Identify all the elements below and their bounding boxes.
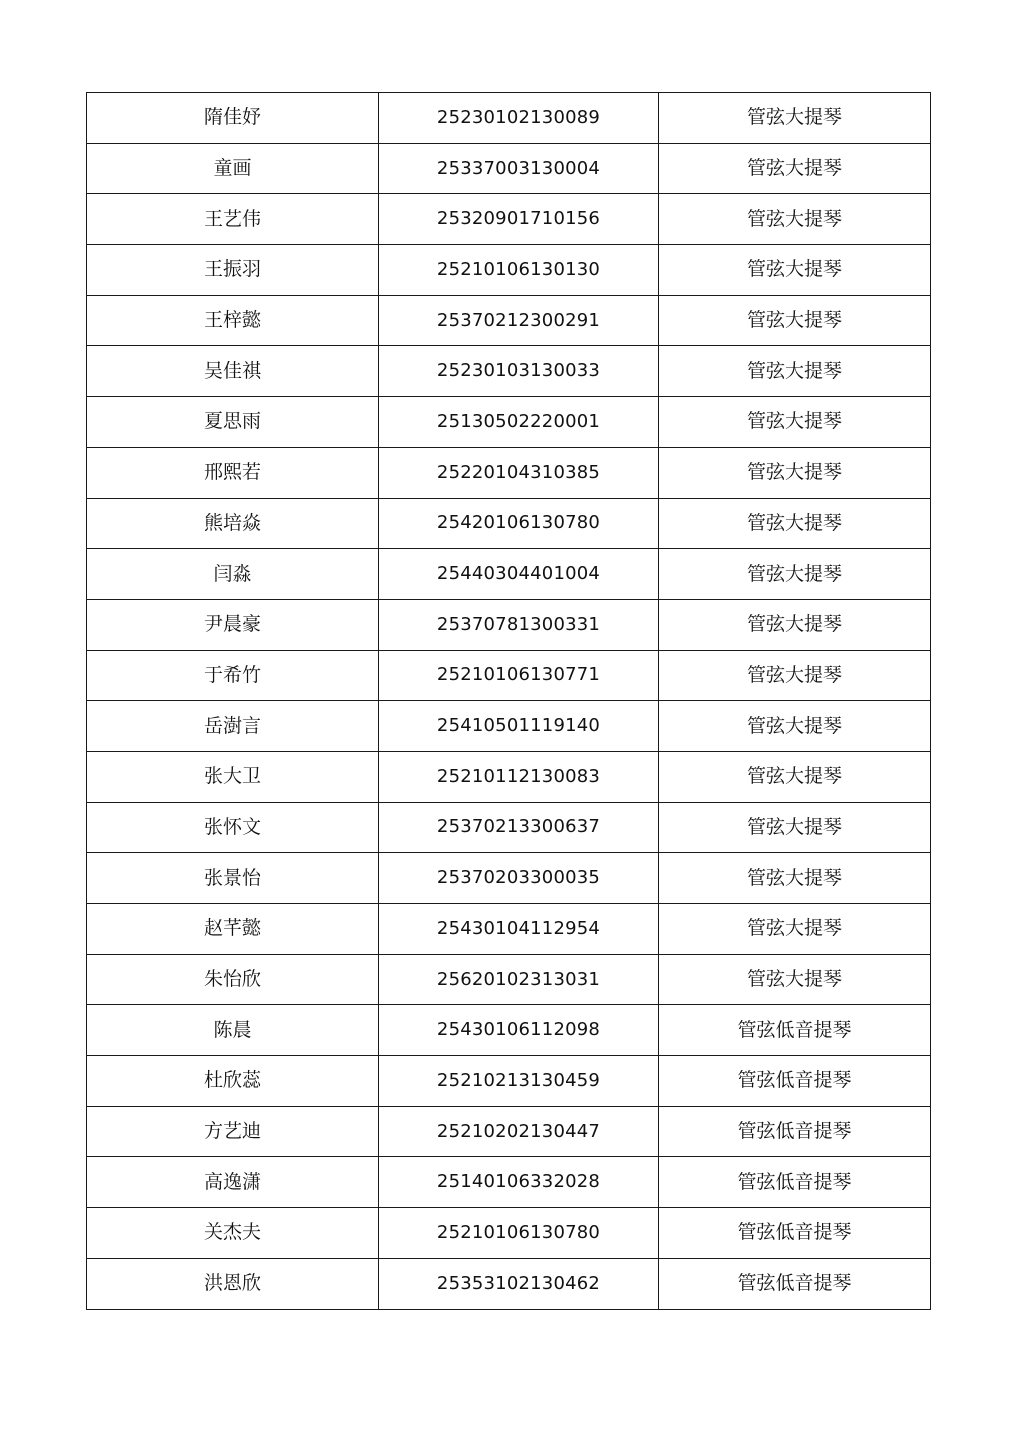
table-row xyxy=(87,1056,931,1107)
student-name-cell: 洪恩欣 xyxy=(87,1258,379,1309)
major-cell: 管弦大提琴 xyxy=(659,751,931,802)
student-id-cell: 25210106130771 xyxy=(379,650,659,701)
major-cell: 管弦低音提琴 xyxy=(659,1005,931,1056)
student-id-cell: 25230103130033 xyxy=(379,346,659,397)
table-row xyxy=(87,1258,931,1309)
table-row xyxy=(87,397,931,448)
major-cell: 管弦低音提琴 xyxy=(659,1056,931,1107)
major-cell: 管弦大提琴 xyxy=(659,194,931,245)
major-cell: 管弦低音提琴 xyxy=(659,1157,931,1208)
major-cell: 管弦大提琴 xyxy=(659,346,931,397)
table-row xyxy=(87,498,931,549)
table-row xyxy=(87,549,931,600)
student-id-cell: 25410501119140 xyxy=(379,701,659,752)
major-cell: 管弦低音提琴 xyxy=(659,1106,931,1157)
student-name-cell: 于希竹 xyxy=(87,650,379,701)
table-row xyxy=(87,1106,931,1157)
student-name-cell: 隋佳妤 xyxy=(87,93,379,144)
student-id-cell: 25370203300035 xyxy=(379,853,659,904)
student-name-cell: 岳澍言 xyxy=(87,701,379,752)
student-id-cell: 25440304401004 xyxy=(379,549,659,600)
table-row xyxy=(87,701,931,752)
student-name-cell: 吴佳祺 xyxy=(87,346,379,397)
student-name-cell: 方艺迪 xyxy=(87,1106,379,1157)
table-row xyxy=(87,1157,931,1208)
student-name-cell: 王振羽 xyxy=(87,245,379,296)
major-cell: 管弦大提琴 xyxy=(659,93,931,144)
student-id-cell: 25210106130780 xyxy=(379,1208,659,1259)
student-id-cell: 25320901710156 xyxy=(379,194,659,245)
student-name-cell: 夏思雨 xyxy=(87,397,379,448)
student-name-cell: 熊培焱 xyxy=(87,498,379,549)
table-row xyxy=(87,1208,931,1259)
student-id-cell: 25210112130083 xyxy=(379,751,659,802)
student-name-cell: 邢熙若 xyxy=(87,447,379,498)
table-row xyxy=(87,447,931,498)
student-name-cell: 王艺伟 xyxy=(87,194,379,245)
student-id-cell: 25430106112098 xyxy=(379,1005,659,1056)
student-id-cell: 25130502220001 xyxy=(379,397,659,448)
student-name-cell: 张怀文 xyxy=(87,802,379,853)
major-cell: 管弦大提琴 xyxy=(659,954,931,1005)
major-cell: 管弦大提琴 xyxy=(659,650,931,701)
table-row xyxy=(87,194,931,245)
student-name-cell: 杜欣蕊 xyxy=(87,1056,379,1107)
major-cell: 管弦大提琴 xyxy=(659,701,931,752)
major-cell: 管弦大提琴 xyxy=(659,802,931,853)
table-row xyxy=(87,802,931,853)
student-id-cell: 25210202130447 xyxy=(379,1106,659,1157)
table-row xyxy=(87,599,931,650)
student-name-cell: 朱怡欣 xyxy=(87,954,379,1005)
table-row xyxy=(87,93,931,144)
major-cell: 管弦大提琴 xyxy=(659,498,931,549)
student-id-cell: 25140106332028 xyxy=(379,1157,659,1208)
major-cell: 管弦低音提琴 xyxy=(659,1208,931,1259)
table-row xyxy=(87,1005,931,1056)
student-id-cell: 25210106130130 xyxy=(379,245,659,296)
major-cell: 管弦大提琴 xyxy=(659,904,931,955)
student-name-cell: 王梓懿 xyxy=(87,295,379,346)
major-cell: 管弦大提琴 xyxy=(659,853,931,904)
roster-table-body xyxy=(87,93,931,1310)
student-id-cell: 25370213300637 xyxy=(379,802,659,853)
student-id-cell: 25230102130089 xyxy=(379,93,659,144)
major-cell: 管弦大提琴 xyxy=(659,245,931,296)
major-cell: 管弦大提琴 xyxy=(659,143,931,194)
major-cell: 管弦低音提琴 xyxy=(659,1258,931,1309)
student-name-cell: 陈晨 xyxy=(87,1005,379,1056)
student-name-cell: 童画 xyxy=(87,143,379,194)
student-id-cell: 25620102313031 xyxy=(379,954,659,1005)
student-name-cell: 闫淼 xyxy=(87,549,379,600)
table-row xyxy=(87,904,931,955)
student-name-cell: 关杰夫 xyxy=(87,1208,379,1259)
student-id-cell: 25430104112954 xyxy=(379,904,659,955)
student-id-cell: 25353102130462 xyxy=(379,1258,659,1309)
student-name-cell: 高逸潇 xyxy=(87,1157,379,1208)
table-row xyxy=(87,954,931,1005)
table-row xyxy=(87,650,931,701)
table-row xyxy=(87,751,931,802)
student-id-cell: 25370781300331 xyxy=(379,599,659,650)
student-id-cell: 25337003130004 xyxy=(379,143,659,194)
student-id-cell: 25220104310385 xyxy=(379,447,659,498)
major-cell: 管弦大提琴 xyxy=(659,295,931,346)
student-name-cell: 赵芊懿 xyxy=(87,904,379,955)
table-row xyxy=(87,853,931,904)
major-cell: 管弦大提琴 xyxy=(659,397,931,448)
major-cell: 管弦大提琴 xyxy=(659,599,931,650)
student-name-cell: 尹晨豪 xyxy=(87,599,379,650)
student-id-cell: 25370212300291 xyxy=(379,295,659,346)
roster-table xyxy=(86,92,931,1310)
student-id-cell: 25420106130780 xyxy=(379,498,659,549)
table-row xyxy=(87,143,931,194)
table-row xyxy=(87,245,931,296)
student-name-cell: 张景怡 xyxy=(87,853,379,904)
major-cell: 管弦大提琴 xyxy=(659,447,931,498)
table-row xyxy=(87,346,931,397)
major-cell: 管弦大提琴 xyxy=(659,549,931,600)
table-row xyxy=(87,295,931,346)
student-id-cell: 25210213130459 xyxy=(379,1056,659,1107)
student-name-cell: 张大卫 xyxy=(87,751,379,802)
